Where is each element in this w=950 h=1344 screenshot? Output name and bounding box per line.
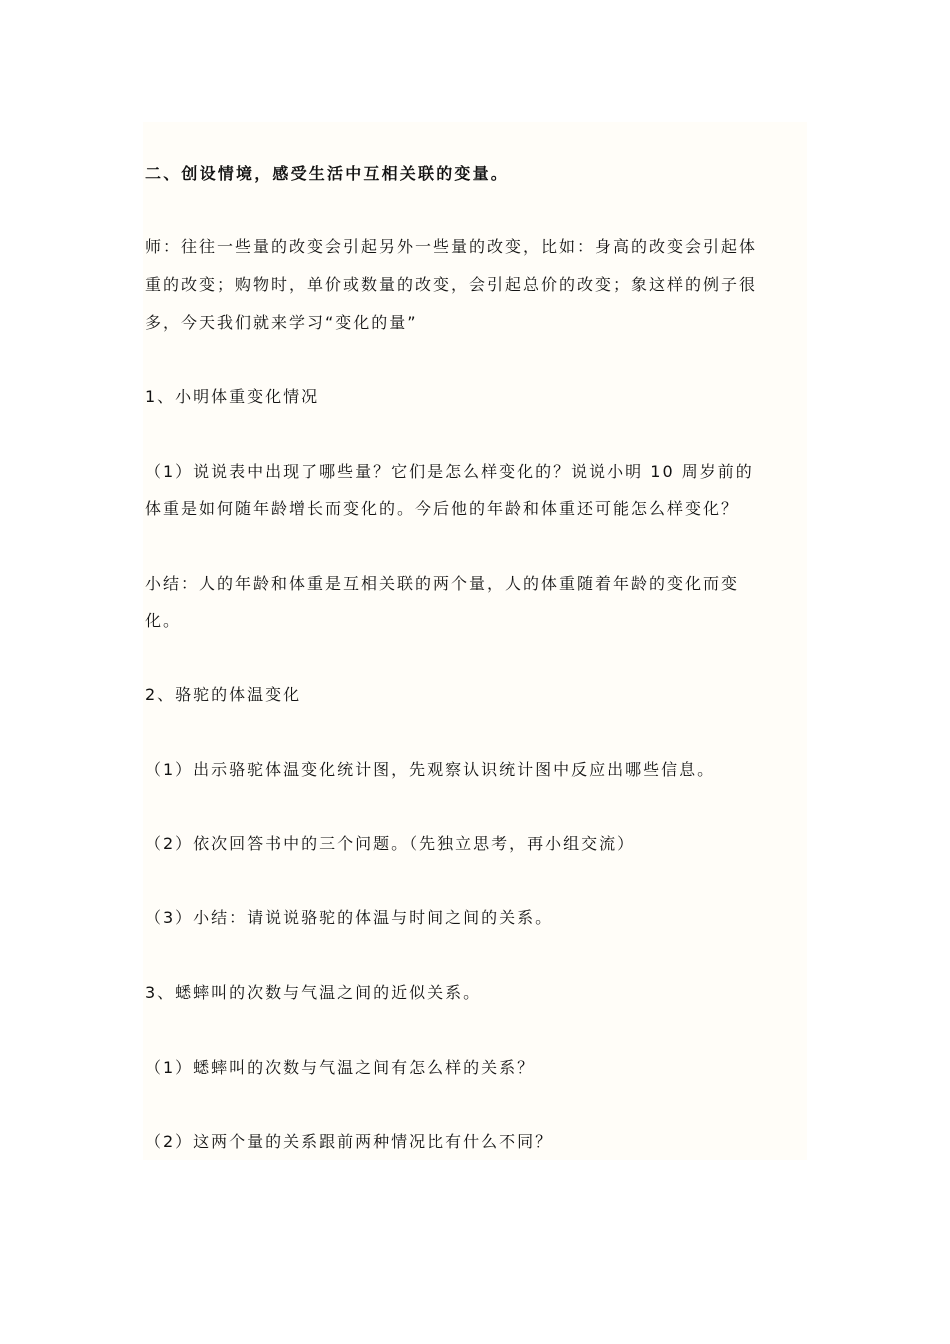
section1-summary-line1: 小结：人的年龄和体重是互相关联的两个量，人的体重随着年龄的变化而变 [145, 574, 740, 593]
section-heading: 二、创设情境，感受生活中互相关联的变量。 [145, 164, 510, 183]
section1-question1-line1: （1）说说表中出现了哪些量？它们是怎么样变化的？说说小明 10 周岁前的 [145, 462, 754, 481]
section1-question1-line2: 体重是如何随年龄增长而变化的。今后他的年龄和体重还可能怎么样变化？ [145, 499, 740, 518]
section3-title: 3、蟋蟀叫的次数与气温之间的近似关系。 [145, 983, 482, 1002]
section2-question1: （1）出示骆驼体温变化统计图，先观察认识统计图中反应出哪些信息。 [145, 760, 716, 779]
section2-question2: （2）依次回答书中的三个问题。（先独立思考，再小组交流） [145, 834, 636, 853]
intro-line-3: 多，今天我们就来学习“变化的量” [145, 313, 418, 332]
section1-summary-line2: 化。 [145, 611, 182, 630]
section1-title: 1、小明体重变化情况 [145, 387, 320, 406]
section2-question3: （3）小结：请说说骆驼的体温与时间之间的关系。 [145, 908, 554, 927]
section2-title: 2、骆驼的体温变化 [145, 685, 302, 704]
intro-line-1: 师：往往一些量的改变会引起另外一些量的改变，比如：身高的改变会引起体 [145, 237, 758, 256]
section3-question1: （1）蟋蟀叫的次数与气温之间有怎么样的关系？ [145, 1058, 536, 1077]
intro-line-2: 重的改变；购物时，单价或数量的改变，会引起总价的改变；象这样的例子很 [145, 275, 758, 294]
section3-question2: （2）这两个量的关系跟前两种情况比有什么不同？ [145, 1132, 554, 1151]
